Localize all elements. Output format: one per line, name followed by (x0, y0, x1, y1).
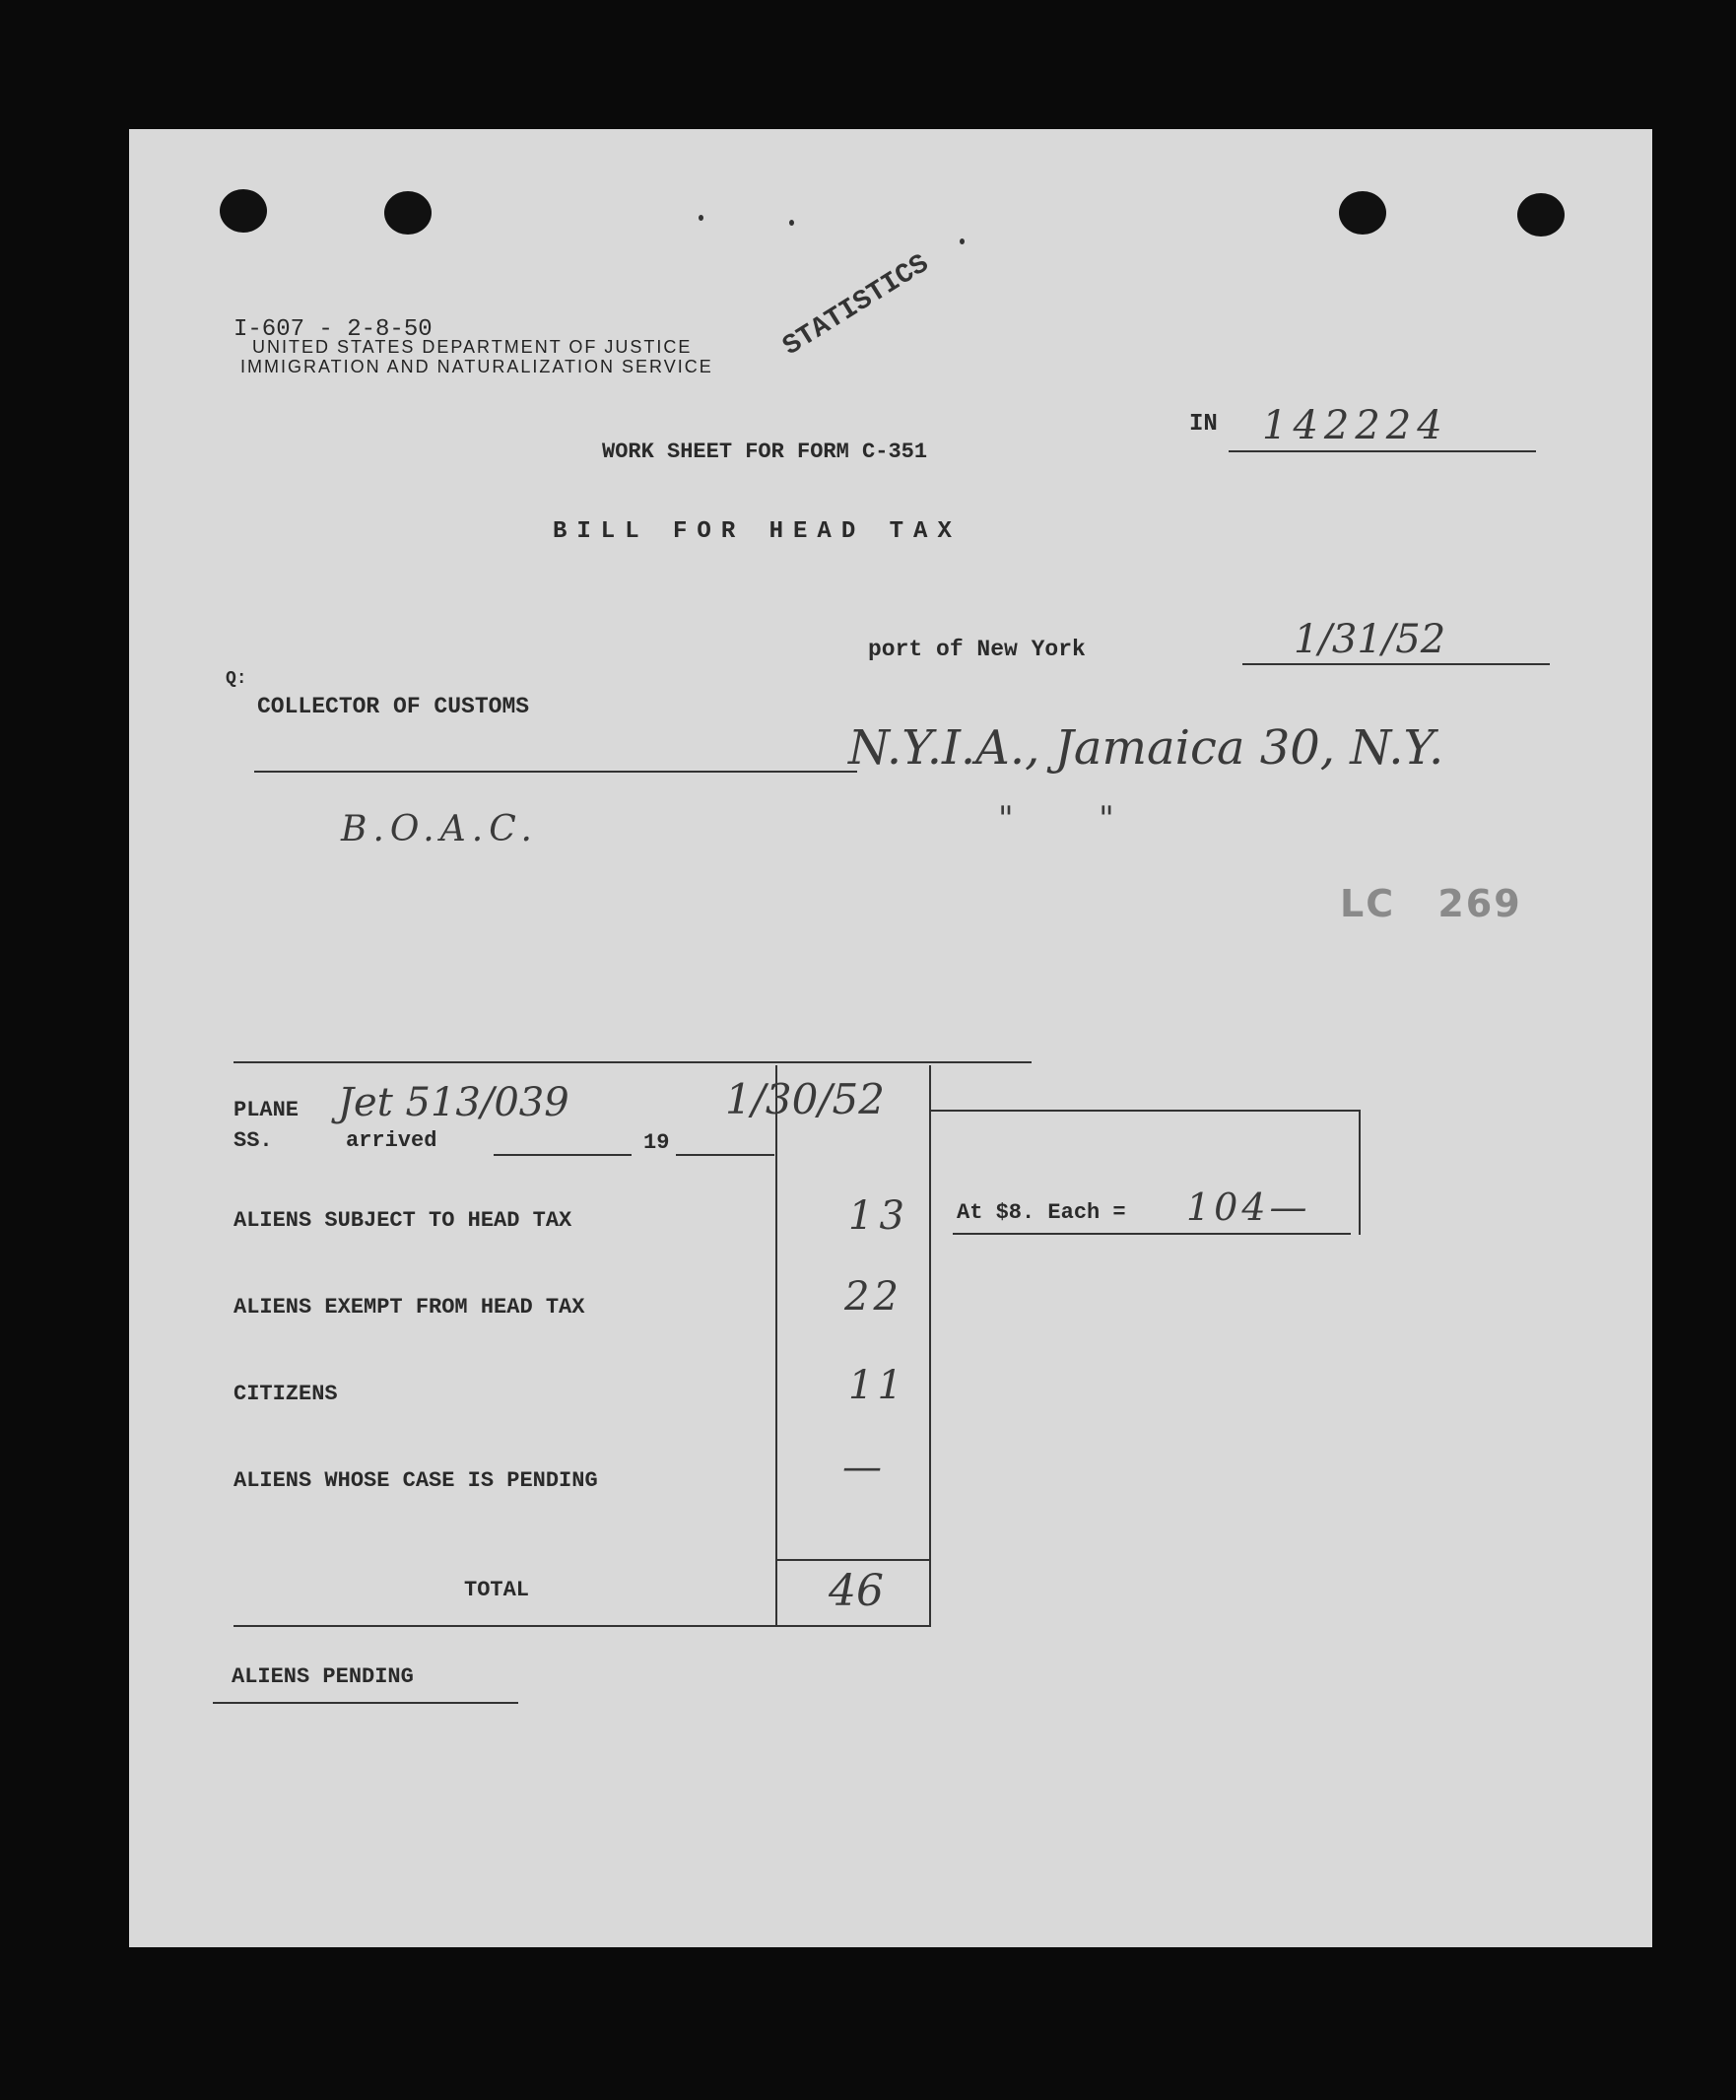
date-underline (1242, 663, 1550, 665)
year-line (676, 1154, 774, 1156)
bill-title: BILL FOR HEAD TAX (553, 518, 962, 545)
aliens-exempt-value: 22 (844, 1274, 902, 1320)
address-location: N.Y.I.A., Jamaica 30, N.Y. (848, 720, 1444, 776)
rate-amount: 104— (1186, 1185, 1311, 1229)
total-label: TOTAL (464, 1578, 530, 1602)
punch-hole-icon (384, 191, 432, 235)
year-prefix: 19 (643, 1130, 670, 1155)
lc-code: LC 269 (1340, 882, 1522, 925)
aliens-exempt-label: ALIENS EXEMPT FROM HEAD TAX (234, 1295, 585, 1320)
punch-hole-icon (220, 189, 267, 233)
aliens-pending-case-value: — (842, 1445, 882, 1490)
to-mark: Q: (226, 669, 247, 689)
punch-hole-icon (1517, 193, 1565, 237)
plane-label: PLANE (234, 1098, 300, 1122)
table-bottom-rule (234, 1625, 931, 1627)
department-name: UNITED STATES DEPARTMENT OF JUSTICE (252, 337, 693, 357)
speck (789, 220, 794, 226)
aliens-pending-label: ALIENS PENDING (232, 1664, 414, 1689)
carrier-name: B.O.A.C. (341, 809, 538, 849)
port-label: port of New York (868, 637, 1086, 662)
arrival-date-line (494, 1154, 632, 1156)
form-reference: I-607 - 2-8-50 (234, 316, 433, 343)
citizens-label: CITIZENS (234, 1382, 338, 1406)
arrived-label: arrived (346, 1128, 437, 1153)
total-separator-rule (777, 1559, 930, 1561)
in-number-underline (1229, 450, 1536, 452)
citizens-value: 11 (848, 1363, 906, 1408)
arrival-date: 1/30/52 (725, 1075, 885, 1123)
speck (699, 215, 703, 221)
in-label: IN (1189, 411, 1218, 438)
aliens-pending-underline (213, 1702, 518, 1704)
table-top-rule (234, 1061, 1032, 1063)
value-column-right-rule (929, 1065, 931, 1627)
aliens-subject-label: ALIENS SUBJECT TO HEAD TAX (234, 1208, 572, 1233)
total-value: 46 (829, 1566, 884, 1616)
rate-box-right-rule (1359, 1110, 1361, 1235)
rate-box-top-rule (931, 1110, 1359, 1112)
ditto-marks: " " (998, 799, 1114, 839)
speck (960, 238, 965, 244)
aliens-pending-case-label: ALIENS WHOSE CASE IS PENDING (234, 1468, 598, 1493)
addressee-name: COLLECTOR OF CUSTOMS (257, 694, 530, 719)
value-column-left-rule (775, 1065, 777, 1627)
aliens-subject-value: 13 (848, 1193, 910, 1239)
ss-label: SS. (234, 1128, 273, 1153)
punch-hole-icon (1339, 191, 1386, 235)
service-name: IMMIGRATION AND NATURALIZATION SERVICE (240, 357, 713, 376)
statistics-stamp: STATISTICS (777, 248, 935, 363)
rate-box-bottom-rule (953, 1233, 1351, 1235)
bill-date: 1/31/52 (1294, 617, 1446, 662)
document-page (129, 129, 1652, 1947)
address-underline (254, 771, 857, 773)
rate-text: At $8. Each = (957, 1200, 1126, 1225)
worksheet-title: WORK SHEET FOR FORM C-351 (602, 440, 928, 464)
flight-number: Jet 513/039 (338, 1080, 569, 1125)
in-number: 142224 (1262, 403, 1448, 448)
